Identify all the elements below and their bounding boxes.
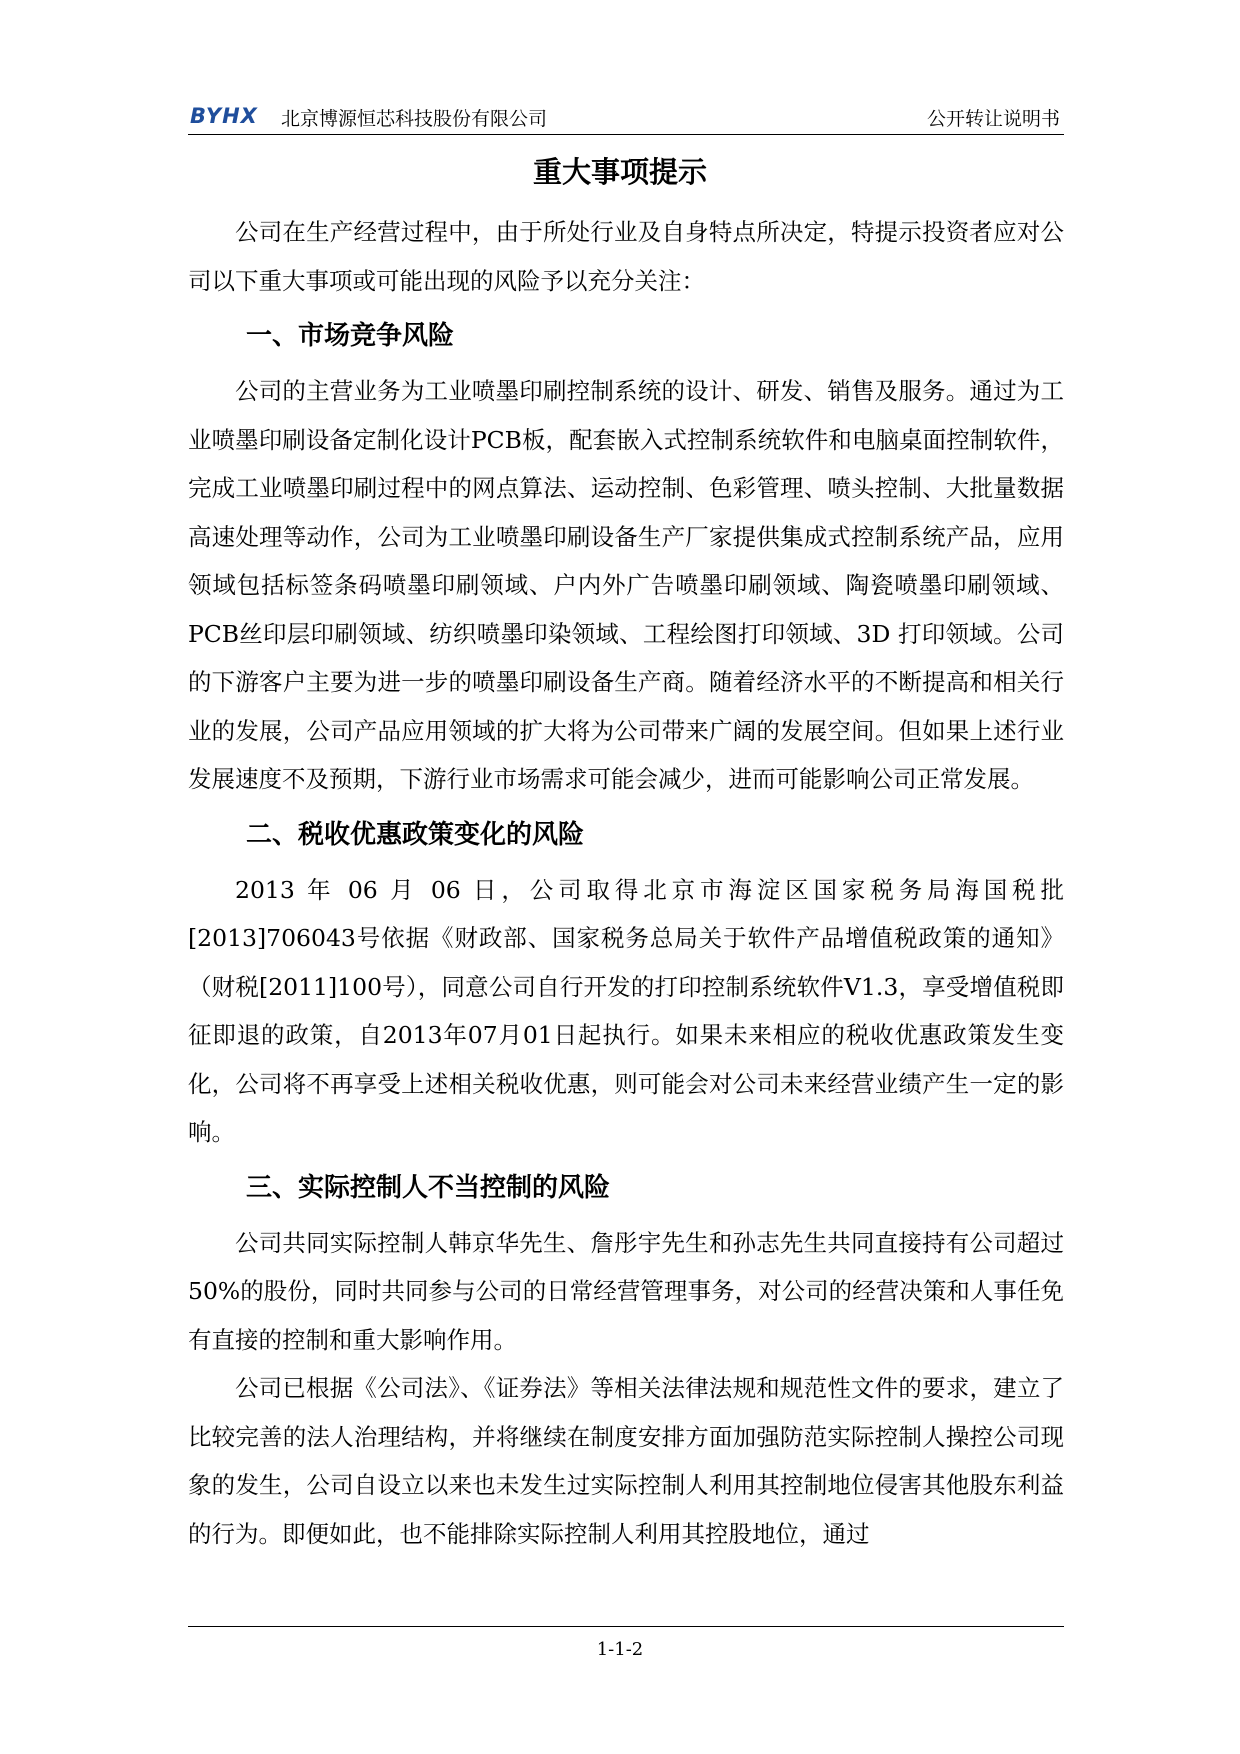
document-body [188,208,1064,1558]
section-paragraph: 公司共同实际控制人韩京华先生、詹彤宇先生和孙志先生共同直接持有公司超过50%的股份，同时共同参与公司的日常经营管理事务，对公司的经营决策和人事任免有直接的控制和重大影响作用。 [188,1228,1064,1354]
intro-paragraph: 公司在生产经营过程中，由于所处行业及自身特点所决定，特提示投资者应对公司以下重大事项或可能出现的风险予以充分关注： [188,218,1064,295]
section-paragraph: 2013 年 06 月 06 日，公司取得北京市海淀区国家税务局海国税批[2013]706043号依据《财政部、国家税务总局关于软件产品增值税政策的通知》（财税[2011]100号），同意公司自行开发的打印控制系统软件V1.3，享受增值税即征即退的政策，自2013年07月01日起执行。如果未来相应的税收优惠政策发生变化，公司将不再享受上述相关税收优惠，则可能会对公司未来经营业绩产生一定的影响。 [188,875,1064,1146]
document-type: 公开转让说明书 [926,108,1060,130]
section-heading-tax-risk: 二、税收优惠政策变化的风险 [246,819,585,850]
company-name: 北京博源恒芯科技股份有限公司 [281,108,548,130]
page-header [188,102,1064,135]
section-paragraph: 公司已根据《公司法》、《证券法》等相关法律法规和规范性文件的要求，建立了比较完善的法人治理结构，并将继续在制度安排方面加强防范实际控制人操控公司现象的发生，公司自设立以来也未发生过实际控制人利用其控制地位侵害其他股东利益的行为。即便如此，也不能排除实际控制人利用其控股地位，通过 [188,1374,1064,1548]
section-heading-control-risk: 三、实际控制人不当控制的风险 [246,1172,611,1203]
byhx-logo: BYHX [190,104,258,128]
page-number: 1-1-2 [596,1639,644,1660]
section-paragraph: 公司的主营业务为工业喷墨印刷控制系统的设计、研发、销售及服务。通过为工业喷墨印刷设备定制化设计PCB板，配套嵌入式控制系统软件和电脑桌面控制软件，完成工业喷墨印刷过程中的网点算法、运动控制、色彩管理、喷头控制、大批量数据高速处理等动作，公司为工业喷墨印刷设备生产厂家提供集成式控制系统产品，应用领域包括标签条码喷墨印刷领域、户内外广告喷墨印刷领域、陶瓷喷墨印刷领域、PCB丝印层印刷领域、纺织喷墨印染领域、工程绘图打印领域、3D 打印领域。公司的下游客户主要为进一步的喷墨印刷设备生产商。随着经济水平的不断提高和相关行业的发展，公司产品应用领域的扩大将为公司带来广阔的发展空间。但如果上述行业发展速度不及预期，下游行业市场需求可能会减少，进而可能影响公司正常发展。 [188,377,1064,793]
section-heading-market-risk: 一、市场竞争风险 [246,321,455,351]
page-title: 重大事项提示 [532,155,707,189]
footer-divider [188,1626,1064,1627]
